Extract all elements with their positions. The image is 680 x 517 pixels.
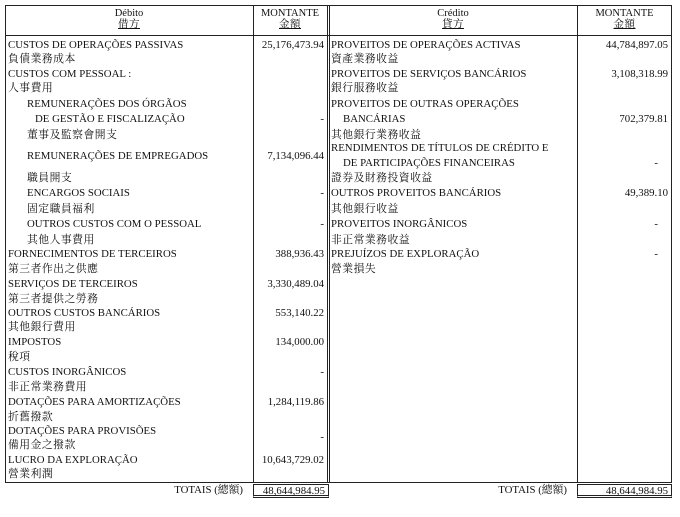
amount-cell: 553,140.22: [275, 307, 324, 319]
debit-amount-header: [253, 8, 327, 30]
header-divider: [5, 35, 672, 36]
amount-cell: -: [654, 157, 658, 169]
amount-cell: 25,176,473.94: [261, 39, 324, 51]
amount-header-pt: MONTANTE: [260, 8, 320, 19]
credit-header: [329, 8, 577, 30]
account-label: PROVEITOS DE SERVIÇOS BANCÁRIOS: [331, 68, 527, 80]
account-label: FORNECIMENTOS DE TERCEIROS: [8, 248, 177, 260]
amount-cell: 3,330,489.04: [267, 278, 324, 290]
debit-header-pt: Débito: [114, 8, 144, 19]
chinese-label: 折舊撥款: [8, 411, 54, 423]
amount-cell: 10,643,729.02: [261, 454, 324, 466]
chinese-label: 人事費用: [8, 82, 54, 94]
account-label: TOTAIS (總額): [174, 484, 243, 496]
account-label: TOTAIS (總額): [498, 484, 567, 496]
chinese-label: 其他人事費用: [27, 234, 95, 246]
amount-cell: 3,108,318.99: [611, 68, 668, 80]
account-label: DOTAÇÕES PARA PROVISÕES: [8, 425, 157, 437]
chinese-label: 稅項: [8, 351, 31, 363]
credit-header-pt: Crédito: [437, 8, 469, 19]
column-divider: [577, 5, 578, 483]
account-label: REMUNERAÇÕES DOS ÓRGÃOS: [27, 98, 187, 110]
account-label: CUSTOS INORGÂNICOS: [8, 366, 127, 378]
amount-cell: -: [320, 187, 324, 199]
chinese-label: 銀行服務收益: [331, 82, 399, 94]
account-label: DE PARTICIPAÇÕES FINANCEIRAS: [343, 157, 515, 169]
amount-cell: -: [320, 113, 324, 125]
chinese-label: 其他銀行費用: [8, 321, 76, 333]
debit-header-zh: 借方: [118, 19, 140, 30]
credit-total-value: 48,644,984.95: [577, 484, 672, 498]
account-label: RENDIMENTOS DE TÍTULOS DE CRÉDITO E: [331, 142, 549, 154]
credit-amount-header: [577, 8, 672, 30]
chinese-label: 備用金之撥款: [8, 439, 76, 451]
account-label: BANCÁRIAS: [343, 113, 406, 125]
account-label: LUCRO DA EXPLORAÇÃO: [8, 454, 138, 466]
chinese-label: 董事及監察會開支: [27, 129, 118, 141]
chinese-label: 負債業務成本: [8, 53, 76, 65]
debit-header: [5, 8, 253, 30]
amount-header-zh: 金額: [613, 19, 636, 30]
chinese-label: 固定職員福利: [27, 203, 95, 215]
account-label: CUSTOS DE OPERAÇÕES PASSIVAS: [8, 39, 184, 51]
amount-cell: 44,784,897.05: [605, 39, 668, 51]
debit-totals-label: [5, 484, 253, 497]
chinese-label: 第三者提供之勞務: [8, 293, 99, 305]
chinese-label: 其他銀行收益: [331, 203, 399, 215]
amount-cell: -: [654, 248, 658, 260]
account-label: PROVEITOS INORGÂNICOS: [331, 218, 468, 230]
chinese-label: 非正常業務收益: [331, 234, 411, 246]
chinese-label: 第三者作出之供應: [8, 263, 99, 275]
chinese-label: 職員開支: [27, 172, 73, 184]
chinese-label: 非正常業務費用: [8, 381, 88, 393]
account-label: PROVEITOS DE OUTRAS OPERAÇÕES: [331, 98, 519, 110]
amount-cell: 702,379.81: [619, 113, 668, 125]
account-label: IMPOSTOS: [8, 336, 62, 348]
amount-header-pt: MONTANTE: [595, 8, 654, 19]
amount-cell: -: [654, 218, 658, 230]
account-label: ENCARGOS SOCIAIS: [27, 187, 130, 199]
account-label: DE GESTÃO E FISCALIZAÇÃO: [35, 113, 185, 125]
account-label: PREJUÍZOS DE EXPLORAÇÃO: [331, 248, 480, 260]
column-divider: [253, 5, 254, 483]
amount-cell: -: [320, 218, 324, 230]
chinese-label: 其他銀行業務收益: [331, 129, 422, 141]
income-statement: [5, 5, 672, 509]
amount-cell: 49,389.10: [624, 187, 668, 199]
column-divider: [327, 5, 328, 483]
chinese-label: 資產業務收益: [331, 53, 399, 65]
debit-total-value: 48,644,984.95: [253, 484, 329, 498]
account-label: REMUNERAÇÕES DE EMPREGADOS: [27, 150, 209, 162]
amount-cell: 7,134,096.44: [267, 150, 324, 162]
column-divider: [329, 5, 330, 483]
chinese-label: 營業損失: [331, 263, 377, 275]
account-label: PROVEITOS DE OPERAÇÕES ACTIVAS: [331, 39, 521, 51]
amount-cell: 1,284,119.86: [267, 396, 324, 408]
amount-header-zh: 金額: [279, 19, 301, 30]
account-label: SERVIÇOS DE TERCEIROS: [8, 278, 138, 290]
account-label: OUTROS CUSTOS COM O PESSOAL: [27, 218, 202, 230]
amount-cell: -: [320, 366, 324, 378]
credit-totals-label: [329, 484, 577, 497]
account-label: OUTROS CUSTOS BANCÁRIOS: [8, 307, 161, 319]
amount-cell: 388,936.43: [275, 248, 324, 260]
account-label: DOTAÇÕES PARA AMORTIZAÇÕES: [8, 396, 181, 408]
chinese-label: 證券及財務投資收益: [331, 172, 433, 184]
amount-cell: -: [320, 431, 324, 443]
amount-cell: 134,000.00: [275, 336, 324, 348]
account-label: OUTROS PROVEITOS BANCÁRIOS: [331, 187, 502, 199]
account-label: CUSTOS COM PESSOAL :: [8, 68, 132, 80]
chinese-label: 營業利潤: [8, 468, 54, 480]
credit-header-zh: 貸方: [442, 19, 464, 30]
